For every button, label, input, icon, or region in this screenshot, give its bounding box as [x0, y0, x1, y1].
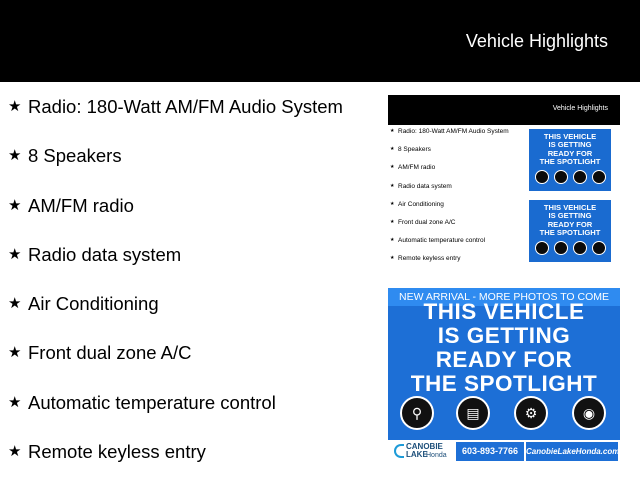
thumbnail-item: [390, 164, 518, 182]
thumbnail-item: [390, 255, 518, 273]
star-icon: ★: [390, 128, 395, 134]
star-icon: ★: [390, 255, 395, 262]
page-header: [0, 0, 640, 82]
feature-item: [8, 145, 378, 194]
dealer-phone[interactable]: 603-893-7766: [456, 442, 524, 461]
dealer-logo-line2: LAKE: [406, 450, 428, 459]
thumbnail-promo-line: THE SPOTLIGHT: [539, 157, 601, 167]
thumbnail-promo-top: [529, 129, 611, 191]
feature-item: [8, 195, 378, 244]
feature-label: AM/FM radio: [28, 194, 134, 216]
thumbnail-promo-line: READY FOR: [547, 148, 593, 158]
thumbnail-promo-line: READY FOR: [547, 219, 593, 229]
new-arrival-banner: NEW ARRIVAL - MORE PHOTOS TO COME: [388, 288, 620, 306]
reconditioning-icon: [573, 241, 587, 255]
reconditioning-icon: ⚙: [514, 396, 548, 430]
promo-headline-line: IS GETTING: [437, 323, 571, 348]
header-title: Vehicle Highlights: [465, 31, 608, 51]
star-icon: ★: [8, 245, 22, 263]
thumbnail-item-label: Automatic temperature control: [398, 237, 486, 245]
feature-label: Radio: 180-Watt AM/FM Audio System: [28, 96, 343, 117]
location-pin-icon: [535, 170, 549, 184]
feature-list: [8, 96, 378, 490]
promo-headline-line: THIS VEHICLE: [423, 299, 585, 324]
feature-item: [8, 96, 378, 145]
dealer-website-link[interactable]: CanobieLakeHonda.com: [526, 442, 618, 461]
thumbnail-promo-line: THIS VEHICLE: [543, 132, 597, 141]
thumbnail-item-label: Front dual zone A/C: [398, 218, 456, 226]
feature-item: [8, 293, 378, 342]
feature-item: [8, 244, 378, 293]
feature-label: Automatic temperature control: [28, 391, 276, 413]
inspection-report-icon: ▤: [456, 396, 490, 430]
thumbnail-item: [390, 219, 518, 237]
feature-label: Front dual zone A/C: [28, 342, 192, 364]
thumbnail-list: [390, 128, 518, 274]
thumbnail-item: [390, 183, 518, 201]
thumbnail-title: Vehicle Highlights: [552, 105, 608, 112]
thumbnail-item-label: Radio data system: [398, 182, 452, 190]
feature-item: [8, 392, 378, 441]
star-icon: ★: [390, 182, 395, 189]
thumbnail-item-label: Radio: 180-Watt AM/FM Audio System: [398, 128, 509, 135]
thumbnail-item-label: Air Conditioning: [398, 200, 444, 208]
promo-headline-line: THE SPOTLIGHT: [410, 371, 598, 396]
thumbnail-promo-bottom: [529, 200, 611, 262]
location-pin-icon: [535, 241, 549, 255]
dealer-logo-line1: CANOBIE: [406, 442, 443, 451]
star-icon: ★: [390, 218, 395, 225]
thumbnail-item: [390, 128, 518, 146]
star-icon: ★: [390, 200, 395, 207]
reconditioning-icon: [573, 170, 587, 184]
location-pin-icon: ⚲: [400, 396, 434, 430]
thumbnail-item-label: AM/FM radio: [398, 164, 436, 172]
thumbnail-header: [388, 95, 620, 125]
inspection-report-icon: [554, 241, 568, 255]
thumbnail-promo-icons: [529, 170, 611, 184]
feature-item: [8, 441, 378, 490]
thumbnail-item-label: 8 Speakers: [398, 146, 431, 154]
star-icon: ★: [8, 295, 22, 313]
camera-icon: [592, 241, 606, 255]
star-icon: ★: [390, 237, 395, 244]
feature-label: Remote keyless entry: [28, 441, 206, 463]
coming-soon-promo-image[interactable]: [388, 288, 620, 463]
star-icon: ★: [8, 393, 22, 411]
thumbnail-promo-line: THIS VEHICLE: [543, 203, 597, 212]
dealer-logo-icon: [394, 444, 404, 458]
inspection-report-icon: [554, 170, 568, 184]
star-icon: ★: [8, 443, 22, 461]
thumbnail-item: [390, 201, 518, 219]
promo-footer: [388, 440, 620, 463]
feature-label: Air Conditioning: [28, 293, 159, 315]
star-icon: ★: [8, 196, 22, 214]
thumbnail-item-label: Remote keyless entry: [398, 255, 461, 263]
feature-label: 8 Speakers: [28, 145, 122, 167]
star-icon: ★: [390, 146, 395, 153]
thumbnail-item: [390, 237, 518, 255]
highlights-thumbnail[interactable]: [388, 95, 620, 267]
thumbnail-promo-line: IS GETTING: [548, 211, 592, 221]
camera-icon: [592, 170, 606, 184]
dealer-logo-sub: Honda: [426, 452, 447, 459]
promo-headline-line: READY FOR: [435, 347, 573, 372]
thumbnail-promo-line: THE SPOTLIGHT: [539, 228, 601, 238]
feature-item: [8, 342, 378, 391]
thumbnail-item: [390, 146, 518, 164]
star-icon: ★: [8, 147, 22, 165]
thumbnail-promo-icons: [529, 241, 611, 255]
star-icon: ★: [8, 98, 22, 115]
thumbnail-promo-line: IS GETTING: [548, 140, 592, 150]
camera-icon: ◉: [572, 396, 606, 430]
star-icon: ★: [8, 344, 22, 362]
feature-label: Radio data system: [28, 243, 182, 265]
star-icon: ★: [390, 164, 395, 171]
